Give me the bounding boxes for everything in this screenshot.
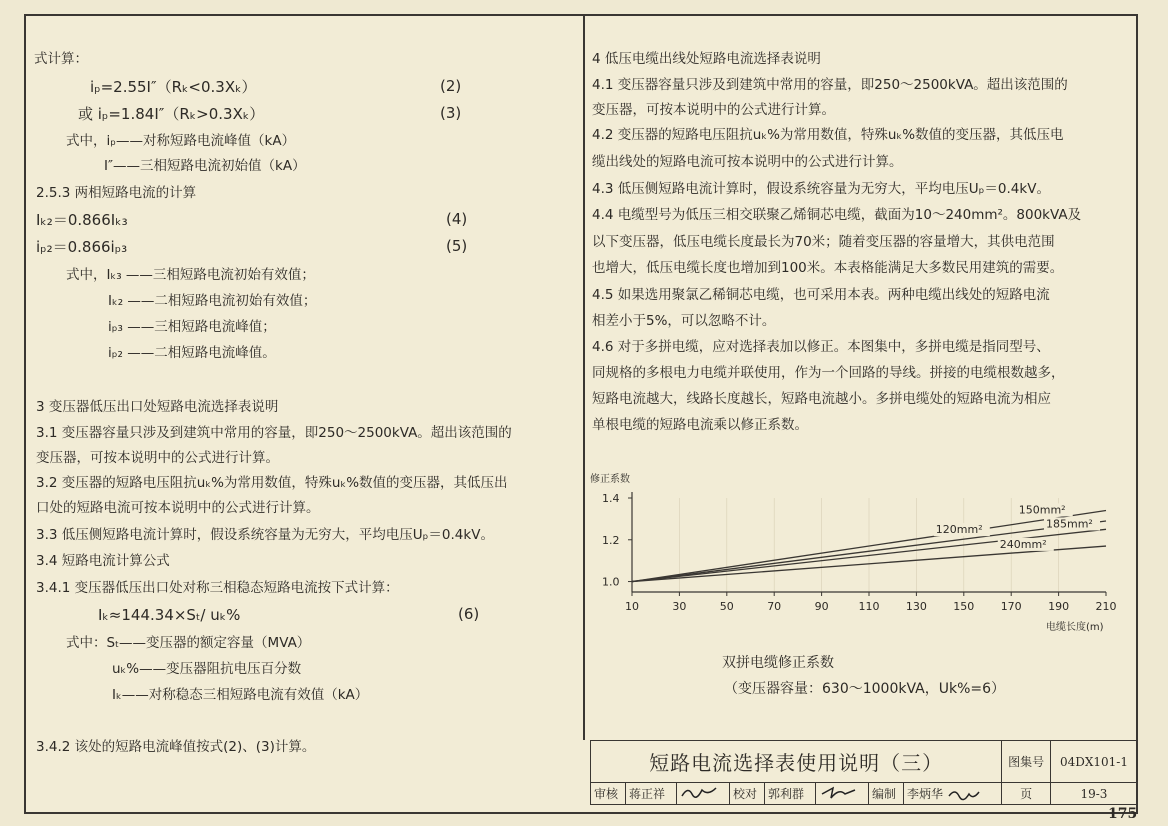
where-ip2: iₚ₂ ——二相短路电流峰值。 (108, 345, 276, 361)
where-ik: Iₖ——对称稳态三相短路电流有效值（kA） (112, 687, 369, 703)
y-tick-label: 1.4 (602, 492, 620, 505)
page-number: 175 (1108, 806, 1138, 822)
formula-2: iₚ=2.55I″（Rₖ<0.3Xₖ） (90, 78, 257, 96)
section-3-4-2: 3.4.2 该处的短路电流峰值按式(2)、(3)计算。 (36, 739, 316, 755)
x-tick-label: 110 (858, 600, 880, 613)
check-label: 校对 (730, 783, 765, 805)
draw-label: 编制 (869, 783, 904, 805)
section-3-2-line-1: 3.2 变压器的短路电压阻抗uₖ%为常用数值，特殊uₖ%数值的变压器，其低压出 (36, 475, 508, 491)
review-label: 审核 (591, 783, 626, 805)
x-tick-label: 210 (1095, 600, 1117, 613)
section-4-5-line-2: 相差小于5%，可以忽略不计。 (592, 313, 776, 329)
section-3-heading: 3 变压器低压出口处短路电流选择表说明 (36, 399, 279, 415)
x-tick-label: 90 (814, 600, 829, 613)
formula-3-number: (3) (440, 104, 462, 122)
x-tick-label: 30 (672, 600, 687, 613)
section-4-3: 4.3 低压侧短路电流计算时，假设系统容量为无穷大，平均电压Uₚ＝0.4kV。 (592, 181, 1050, 197)
line-intro: 式计算： (34, 51, 88, 67)
check-signature (815, 783, 868, 805)
y-tick-label: 1.2 (602, 533, 620, 547)
title-block (590, 740, 1138, 805)
section-4-heading: 4 低压电缆出线处短路电流选择表说明 (592, 51, 821, 67)
where-st: 式中：Sₜ——变压器的额定容量（MVA） (66, 635, 311, 651)
check-name: 郭利群 (765, 783, 816, 805)
section-4-1-line-1: 4.1 变压器容量只涉及到建筑中常用的容量，即250～2500kVA。超出该范围的 (592, 77, 1068, 93)
draw-name: 李炳华 (907, 787, 944, 801)
drawing-title: 短路电流选择表使用说明（三） (591, 741, 1002, 783)
series-label: 240mm² (999, 537, 1047, 551)
section-3-4-1: 3.4.1 变压器低压出口处对称三相稳态短路电流按下式计算： (36, 580, 399, 596)
atlas-number: 04DX101-1 (1050, 741, 1137, 783)
y-tick-label: 1.0 (602, 575, 620, 589)
where-ip: 式中，iₚ——对称短路电流峰值（kA） (66, 133, 296, 149)
x-tick-label: 170 (1000, 600, 1022, 613)
section-3-1-line-2: 变压器，可按本说明中的公式进行计算。 (36, 450, 279, 466)
y-axis-label: 修正系数 (590, 474, 630, 485)
x-tick-label: 70 (767, 600, 782, 613)
series-label: 185mm² (1046, 517, 1093, 531)
section-4-2-line-2: 缆出线处的短路电流可按本说明中的公式进行计算。 (592, 154, 903, 170)
where-ik3: 式中，Iₖ₃ ——三相短路电流初始有效值； (66, 267, 315, 283)
draw-name-and-signature (904, 783, 1002, 805)
series-label: 150mm² (1018, 503, 1066, 517)
section-3-2-line-2: 口处的短路电流可按本说明中的公式进行计算。 (36, 500, 320, 516)
x-tick-label: 130 (905, 600, 927, 613)
section-2-5-3: 2.5.3 两相短路电流的计算 (36, 185, 197, 201)
where-ik2: Iₖ₂ ——二相短路电流初始有效值； (108, 293, 317, 309)
correction-factor-chart (588, 470, 1128, 640)
section-4-4-line-2: 以下变压器，低压电缆长度最长为70米；随着变压器的容量增大，其供电范围 (592, 234, 1055, 250)
chart-caption-1: 双拼电缆修正系数 (722, 655, 834, 671)
formula-4-number: (4) (446, 210, 468, 228)
review-signature (676, 783, 729, 805)
formula-5: iₚ₂＝0.866iₚ₃ (36, 238, 128, 256)
section-3-1-line-1: 3.1 变压器容量只涉及到建筑中常用的容量，即250～2500kVA。超出该范围的 (36, 425, 512, 441)
section-3-3: 3.3 低压侧短路电流计算时，假设系统容量为无穷大，平均电压Uₚ＝0.4kV。 (36, 527, 494, 543)
formula-5-number: (5) (446, 237, 468, 255)
review-name: 蒋正祥 (626, 783, 677, 805)
section-4-6-line-4: 单根电缆的短路电流乘以修正系数。 (592, 417, 808, 433)
formula-6-number: (6) (458, 605, 480, 623)
page-value: 19-3 (1050, 783, 1137, 805)
x-tick-label: 190 (1048, 600, 1070, 613)
section-4-5-line-1: 4.5 如果选用聚氯乙稀铜芯电缆，也可采用本表。两种电缆出线处的短路电流 (592, 287, 1050, 303)
section-4-6-line-3: 短路电流越大，线路长度越长，短路电流越小。多拼电缆处的短路电流为相应 (592, 391, 1051, 407)
chart-caption-2: （变压器容量：630～1000kVA，Uk%=6） (724, 681, 1006, 697)
column-divider (583, 14, 585, 740)
x-axis-label: 电缆长度(m) (1046, 622, 1104, 633)
section-4-1-line-2: 变压器，可按本说明中的公式进行计算。 (592, 102, 835, 118)
page-label: 页 (1002, 783, 1051, 805)
where-i-initial: I″——三相短路电流初始值（kA） (104, 158, 306, 174)
x-tick-label: 150 (953, 600, 975, 613)
x-tick-label: 10 (625, 600, 639, 613)
where-ip3: iₚ₃ ——三相短路电流峰值； (108, 319, 276, 335)
section-4-4-line-3: 也增大，低压电缆长度也增加到100米。本表格能满足大多数民用建筑的需要。 (592, 260, 1064, 276)
formula-6: Iₖ≈144.34×Sₜ/ uₖ% (98, 606, 241, 624)
section-4-4-line-1: 4.4 电缆型号为低压三相交联聚乙烯铜芯电缆，截面为10～240mm²。800kVA及 (592, 207, 1082, 223)
section-3-4: 3.4 短路电流计算公式 (36, 553, 170, 569)
formula-2-number: (2) (440, 77, 462, 95)
section-4-6-line-2: 同规格的多根电力电缆并联使用，作为一个回路的导线。拼接的电缆根数越多， (592, 365, 1065, 381)
section-4-2-line-1: 4.2 变压器的短路电压阻抗uₖ%为常用数值，特殊uₖ%数值的变压器，其低压电 (592, 127, 1064, 143)
formula-3: 或 iₚ=1.84I″（Rₖ>0.3Xₖ） (78, 105, 265, 123)
series-label: 120mm² (935, 523, 983, 537)
where-uk: uₖ%——变压器阻抗电压百分数 (112, 661, 302, 677)
section-4-6-line-1: 4.6 对于多拼电缆，应对选择表加以修正。本图集中，多拼电缆是指同型号、 (592, 339, 1050, 355)
atlas-label: 图集号 (1002, 741, 1051, 783)
formula-4: Iₖ₂＝0.866Iₖ₃ (36, 211, 128, 229)
x-tick-label: 50 (719, 600, 734, 613)
